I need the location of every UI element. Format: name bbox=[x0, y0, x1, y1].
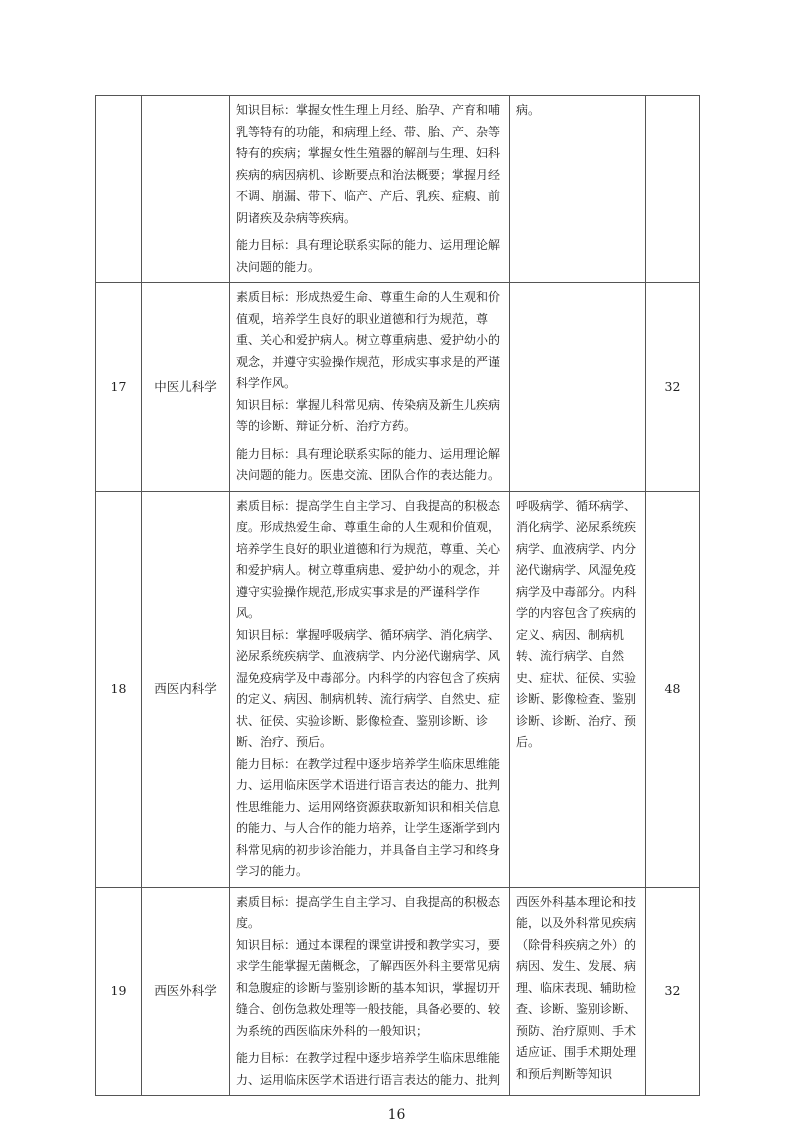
course-goals bbox=[230, 283, 510, 492]
course-content: 呼吸病学、循环病学、消化病学、泌尿系统疾病学、血液病学、内分泌代谢病学、风湿免疫病学及中毒部分。内科学的内容包含了疾病的定义、病因、制病机转、流行病学、自然史、症状、征侯、实验诊断、影像检查、鉴别诊断、诊断、治疗、预后。 bbox=[510, 491, 646, 887]
course-hours: 32 bbox=[646, 283, 700, 492]
goal-knowledge: 知识目标：掌握呼吸病学、循环病学、消化病学、泌尿系统疾病学、血液病学、内分泌代谢病学、风湿免疫病学及中毒部分。内科学的内容包含了疾病的定义、病因、制病机转、流行病学、自然史、症状、征侯、实验诊断、影像检查、鉴别诊断、诊断、治疗、预后。 bbox=[236, 627, 501, 749]
course-goals bbox=[230, 491, 510, 887]
goal-ability: 能力目标：具有理论联系实际的能力、运用理论解决问题的能力。 bbox=[236, 238, 501, 274]
row-number: 17 bbox=[96, 283, 142, 492]
goal-knowledge: 知识目标：掌握女性生理上月经、胎孕、产育和哺乳等特有的功能，和病理上经、带、胎、产、杂等特有的疾病；掌握女性生殖器的解剖与生理、妇科疾病的病因病机、诊断要点和治法概要；掌握月经不调、崩漏、带下、临产、产后、乳疾、症瘕、前阴诸疾及杂病等疾病。 bbox=[236, 103, 501, 225]
goal-quality: 素质目标：提高学生自主学习、自我提高的积极态度。 bbox=[236, 894, 501, 930]
goal-quality: 素质目标：提高学生自主学习、自我提高的积极态度。形成热爱生命、尊重生命的人生观和价值观，培养学生良好的职业道德和行为规范，尊重、关心和爱护病人。树立尊重病患、爱护幼小的观念，并遵守实验操作规范,形成实事求是的严谨科学作风。 bbox=[236, 498, 501, 620]
course-name: 西医外科学 bbox=[142, 887, 230, 1096]
goal-knowledge: 知识目标：掌握儿科常见病、传染病及新生儿疾病等的诊断、辩证分析、治疗方药。 bbox=[236, 397, 501, 433]
goal-ability: 能力目标：在教学过程中逐步培养学生临床思维能力、运用临床医学术语进行语言表达的能力、批判 bbox=[236, 1051, 501, 1087]
row-number bbox=[96, 96, 142, 283]
page-number: 16 bbox=[387, 1107, 406, 1123]
course-goals bbox=[230, 887, 510, 1096]
goal-knowledge: 知识目标：通过本课程的课堂讲授和教学实习，要求学生能掌握无菌概念，了解西医外科主要常见病和急腹症的诊断与鉴别诊断的基本知识，掌握切开缝合、创伤急救处理等一般技能，具备必要的、较为系统的西医临床外科的一般知识； bbox=[236, 937, 501, 1038]
goal-ability: 能力目标：具有理论联系实际的能力、运用理论解决问题的能力。医患交流、团队合作的表达能力。 bbox=[236, 446, 501, 482]
table-row bbox=[96, 96, 700, 283]
course-hours: 32 bbox=[646, 887, 700, 1096]
course-hours bbox=[646, 96, 700, 283]
course-hours: 48 bbox=[646, 491, 700, 887]
row-number: 18 bbox=[96, 491, 142, 887]
course-content bbox=[510, 283, 646, 492]
goal-ability: 能力目标：在教学过程中逐步培养学生临床思维能力、运用临床医学术语进行语言表达的能力、批判性思维能力、运用网络资源获取新知识和相关信息的能力、与人合作的能力培养，让学生逐渐学到内科常见病的初步诊治能力，并具备自主学习和终身学习的能力。 bbox=[236, 756, 501, 878]
course-goals bbox=[230, 96, 510, 283]
course-name: 中医儿科学 bbox=[142, 283, 230, 492]
curriculum-table bbox=[95, 95, 700, 1096]
course-content: 西医外科基本理论和技能，以及外科常见疾病（除骨科疾病之外）的病因、发生、发展、病理、临床表现、辅助检查、诊断、鉴别诊断、预防、治疗原则、手术适应证、围手术期处理和预后判断等知识 bbox=[510, 887, 646, 1096]
course-name: 西医内科学 bbox=[142, 491, 230, 887]
goal-quality: 素质目标：形成热爱生命、尊重生命的人生观和价值观，培养学生良好的职业道德和行为规范，尊重、关心和爱护病人。树立尊重病患、爱护幼小的观念，并遵守实验操作规范，形成实事求是的严谨科学作风。 bbox=[236, 290, 501, 390]
course-content: 病。 bbox=[510, 96, 646, 283]
row-number: 19 bbox=[96, 887, 142, 1096]
table-row bbox=[96, 283, 700, 492]
table-row bbox=[96, 491, 700, 887]
course-name bbox=[142, 96, 230, 283]
table-row bbox=[96, 887, 700, 1096]
